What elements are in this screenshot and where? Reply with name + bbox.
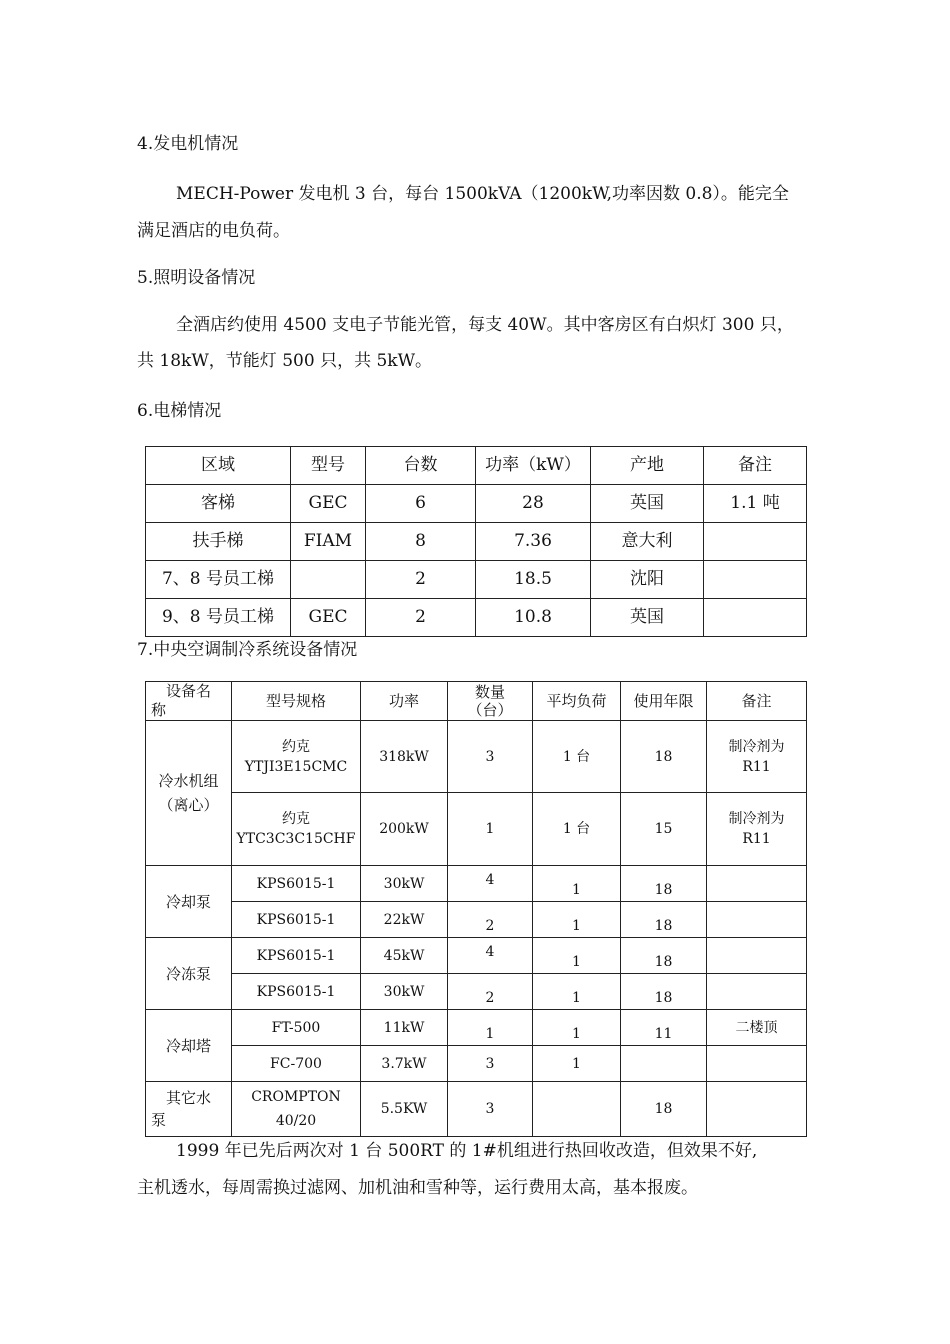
note-text: R11 xyxy=(742,758,771,775)
qty-cell: 4 xyxy=(448,866,533,902)
table-cell: FIAM xyxy=(291,523,366,561)
table-row xyxy=(146,866,807,902)
table-header-row xyxy=(146,447,807,485)
header-cell-model: 型号规格 xyxy=(232,682,361,721)
table-cell: 6 xyxy=(366,485,476,523)
header-cell: 型号 xyxy=(291,447,366,485)
table-row xyxy=(146,793,807,866)
header-cell: 功率（kW） xyxy=(476,447,591,485)
model-cell: FC-700 xyxy=(232,1046,361,1082)
load-cell: 1 台 xyxy=(533,793,621,866)
table-row xyxy=(146,485,807,523)
qty-cell: 3 xyxy=(448,1046,533,1082)
table-cell: 8 xyxy=(366,523,476,561)
group-cell-cooling-tower: 冷却塔 xyxy=(146,1010,232,1082)
qty-cell: 1 xyxy=(448,1010,533,1046)
generator-paragraph-line-1: MECH-Power 发电机 3 台，每台 1500kVA（1200kW,功率因数 0.8）。能完全 xyxy=(176,184,789,204)
table-row xyxy=(146,599,807,637)
years-cell: 18 xyxy=(621,721,707,793)
table-cell: 意大利 xyxy=(591,523,704,561)
hvac-equipment-table xyxy=(145,681,807,1137)
table-row xyxy=(146,721,807,793)
lighting-paragraph-line-2: 共 18kW，节能灯 500 只，共 5kW。 xyxy=(137,351,433,371)
note-cell xyxy=(707,866,807,902)
group-label: 泵 xyxy=(151,1111,167,1129)
power-cell: 30kW xyxy=(361,974,448,1010)
header-cell-quantity xyxy=(448,682,533,721)
load-cell: 1 台 xyxy=(533,721,621,793)
header-cell-equipment xyxy=(146,682,232,721)
group-cell-chilled-pump: 冷冻泵 xyxy=(146,938,232,1010)
table-cell xyxy=(291,561,366,599)
qty-cell: 1 xyxy=(448,793,533,866)
model-cell: KPS6015-1 xyxy=(232,902,361,938)
table-cell xyxy=(704,523,807,561)
qty-cell: 4 xyxy=(448,938,533,974)
note-cell xyxy=(707,938,807,974)
model-cell: KPS6015-1 xyxy=(232,974,361,1010)
header-text: 称 xyxy=(151,701,167,719)
generator-paragraph-line-2: 满足酒店的电负荷。 xyxy=(137,221,290,241)
header-cell-years: 使用年限 xyxy=(621,682,707,721)
model-text: YTC3C3C15CHF xyxy=(236,831,356,847)
table-cell: 英国 xyxy=(591,485,704,523)
section-4-heading: 4.发电机情况 xyxy=(137,134,239,154)
power-cell: 318kW xyxy=(361,721,448,793)
model-cell xyxy=(232,1082,361,1137)
table-cell: 7.36 xyxy=(476,523,591,561)
table-cell xyxy=(704,561,807,599)
load-cell: 1 xyxy=(533,1010,621,1046)
header-cell: 区域 xyxy=(146,447,291,485)
section-6-heading: 6.电梯情况 xyxy=(137,401,222,421)
note-text: 制冷剂为 xyxy=(728,738,785,755)
header-text: 设备名 xyxy=(165,682,211,700)
table-cell: 2 xyxy=(366,599,476,637)
load-cell xyxy=(533,1082,621,1137)
model-text: CROMPTON xyxy=(251,1089,341,1105)
header-text: 数量 xyxy=(474,683,505,701)
note-text: R11 xyxy=(742,831,771,847)
header-cell-load: 平均负荷 xyxy=(533,682,621,721)
group-label: （离心） xyxy=(158,796,219,814)
power-cell: 3.7kW xyxy=(361,1046,448,1082)
table-row xyxy=(146,561,807,599)
note-cell xyxy=(707,1082,807,1137)
model-cell: FT-500 xyxy=(232,1010,361,1046)
years-cell: 11 xyxy=(621,1010,707,1046)
years-cell: 15 xyxy=(621,793,707,866)
power-cell: 30kW xyxy=(361,866,448,902)
table-cell: GEC xyxy=(291,485,366,523)
group-cell-other-pump xyxy=(146,1082,232,1137)
model-cell xyxy=(232,793,361,866)
table-cell: 10.8 xyxy=(476,599,591,637)
table-row xyxy=(146,938,807,974)
model-cell: KPS6015-1 xyxy=(232,938,361,974)
elevator-table xyxy=(145,446,807,637)
closing-paragraph-line-1: 1999 年已先后两次对 1 台 500RT 的 1#机组进行热回收改造，但效果不好, xyxy=(176,1141,758,1161)
load-cell: 1 xyxy=(533,938,621,974)
section-7-heading: 7.中央空调制冷系统设备情况 xyxy=(137,640,358,660)
header-cell: 产地 xyxy=(591,447,704,485)
header-cell-note: 备注 xyxy=(707,682,807,721)
table-cell: 1.1 吨 xyxy=(704,485,807,523)
table-cell: 7、8 号员工梯 xyxy=(146,561,291,599)
load-cell: 1 xyxy=(533,866,621,902)
table-cell: 18.5 xyxy=(476,561,591,599)
table-cell: 扶手梯 xyxy=(146,523,291,561)
table-row xyxy=(146,1010,807,1046)
note-cell: 二楼顶 xyxy=(707,1010,807,1046)
model-text: 约克 xyxy=(282,738,310,755)
group-label: 其它水 xyxy=(165,1089,211,1107)
table-row xyxy=(146,523,807,561)
table-cell: 英国 xyxy=(591,599,704,637)
qty-cell: 2 xyxy=(448,974,533,1010)
group-cell-cooling-pump: 冷却泵 xyxy=(146,866,232,938)
table-cell xyxy=(704,599,807,637)
group-cell-chiller xyxy=(146,721,232,866)
years-cell: 18 xyxy=(621,938,707,974)
header-cell: 台数 xyxy=(366,447,476,485)
header-cell: 备注 xyxy=(704,447,807,485)
power-cell: 11kW xyxy=(361,1010,448,1046)
note-cell xyxy=(707,1046,807,1082)
note-cell xyxy=(707,974,807,1010)
table-header-row xyxy=(146,682,807,721)
header-text: （台） xyxy=(467,701,513,719)
note-cell xyxy=(707,902,807,938)
table-row xyxy=(146,902,807,938)
closing-paragraph-line-2: 主机透水，每周需换过滤网、加机油和雪种等，运行费用太高，基本报废。 xyxy=(137,1178,698,1198)
table-cell: 9、8 号员工梯 xyxy=(146,599,291,637)
power-cell: 45kW xyxy=(361,938,448,974)
note-cell xyxy=(707,721,807,793)
table-row xyxy=(146,1082,807,1137)
years-cell: 18 xyxy=(621,1082,707,1137)
table-cell: 2 xyxy=(366,561,476,599)
years-cell: 18 xyxy=(621,902,707,938)
qty-cell: 3 xyxy=(448,1082,533,1137)
note-cell xyxy=(707,793,807,866)
qty-cell: 3 xyxy=(448,721,533,793)
load-cell: 1 xyxy=(533,902,621,938)
years-cell xyxy=(621,1046,707,1082)
table-cell: 客梯 xyxy=(146,485,291,523)
group-label: 冷水机组 xyxy=(158,772,219,790)
load-cell: 1 xyxy=(533,1046,621,1082)
table-row xyxy=(146,1046,807,1082)
model-cell xyxy=(232,721,361,793)
table-row xyxy=(146,974,807,1010)
power-cell: 5.5KW xyxy=(361,1082,448,1137)
lighting-paragraph-line-1: 全酒店约使用 4500 支电子节能光管，每支 40W。其中客房区有白炽灯 300 只， xyxy=(176,315,794,335)
section-5-heading: 5.照明设备情况 xyxy=(137,268,256,288)
model-text: 约克 xyxy=(282,811,310,827)
model-text: YTJI3E15CMC xyxy=(244,758,348,775)
header-cell-power: 功率 xyxy=(361,682,448,721)
model-cell: KPS6015-1 xyxy=(232,866,361,902)
model-text: 40/20 xyxy=(275,1113,317,1129)
table-cell: 28 xyxy=(476,485,591,523)
years-cell: 18 xyxy=(621,974,707,1010)
load-cell: 1 xyxy=(533,974,621,1010)
note-text: 制冷剂为 xyxy=(728,811,785,827)
qty-cell: 2 xyxy=(448,902,533,938)
power-cell: 200kW xyxy=(361,793,448,866)
power-cell: 22kW xyxy=(361,902,448,938)
table-cell: 沈阳 xyxy=(591,561,704,599)
years-cell: 18 xyxy=(621,866,707,902)
table-cell: GEC xyxy=(291,599,366,637)
